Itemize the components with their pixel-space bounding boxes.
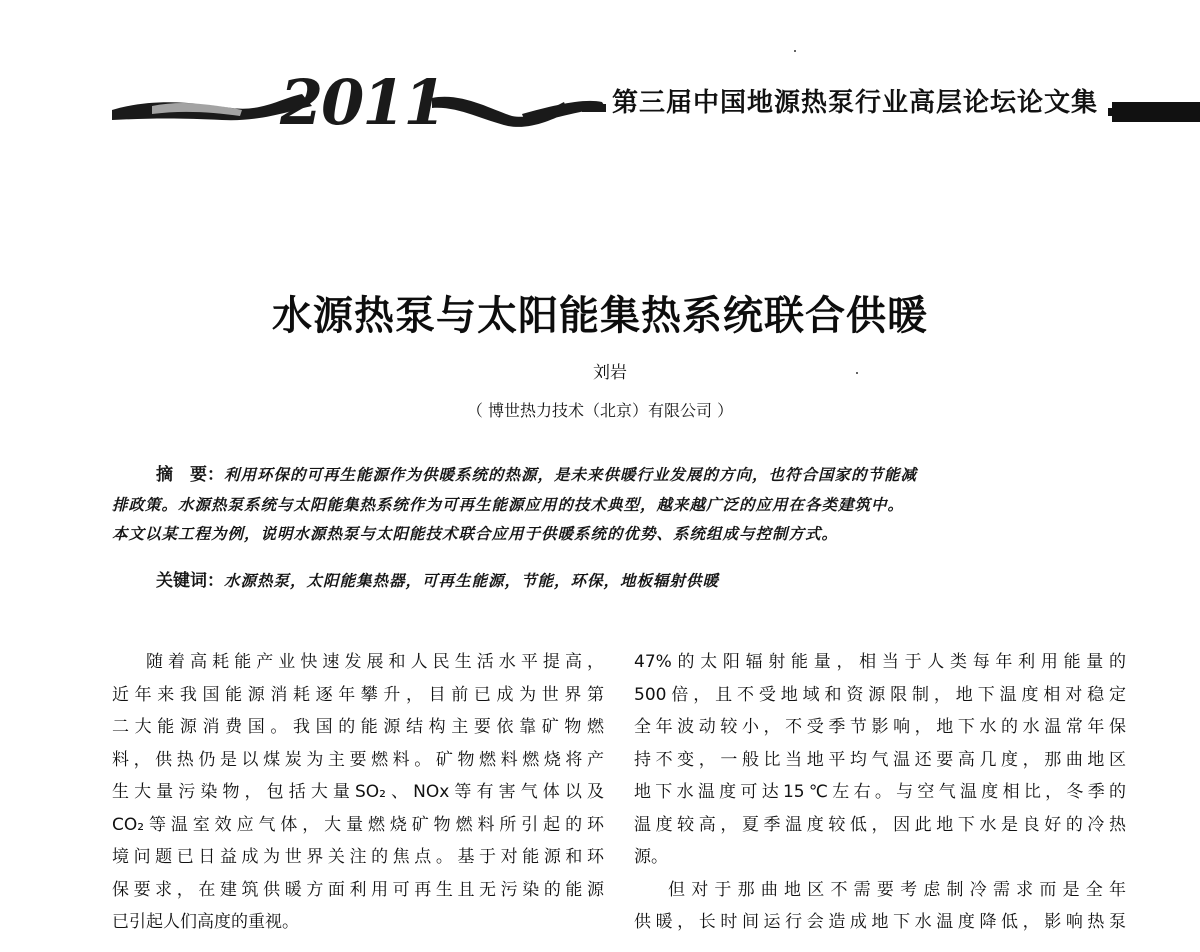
abstract-line: 排政策。水源热泵系统与太阳能集热系统作为可再生能源应用的技术典型，越来越广泛的应用在各类建筑中。 (112, 495, 905, 514)
header-series-title: 第三届中国地源热泵行业高层论坛论文集 (606, 86, 1104, 120)
body-line: 但对于那曲地区不需要考虑制冷需求而是全年 (668, 879, 1126, 900)
body-line: CO₂等温室效应气体，大量燃烧矿物燃料所引起的环 (112, 814, 604, 835)
keywords-label: 关键词： (156, 571, 224, 591)
body-line: 境问题已日益成为世界关注的焦点。基于对能源和环 (112, 847, 604, 867)
scan-speck (794, 50, 796, 52)
body-line: 随着高耗能产业快速发展和人民生活水平提高， (146, 652, 604, 672)
body-line: 源。 (634, 847, 668, 867)
paper-title: 水源热泵与太阳能集热系统联合供暖 (272, 292, 928, 339)
body-line: 47%的太阳辐射能量，相当于人类每年利用能量的 (634, 652, 1126, 672)
abstract-line: 本文以某工程为例，说明水源热泵与太阳能技术联合应用于供暖系统的优势、系统组成与控制方式。 (112, 524, 839, 543)
body-line: 温度较高，夏季温度较低，因此地下水是良好的冷热 (634, 814, 1126, 835)
body-line: 已引起人们高度的重视。 (112, 912, 299, 932)
body-left-column (112, 646, 604, 939)
author-affiliation: （ 博世热力技术（北京）有限公司 ） (466, 401, 734, 420)
body-right-column (634, 646, 1126, 939)
body-line: 生大量污染物，包括大量SO₂、NOx等有害气体以及 (112, 782, 604, 802)
abstract (112, 460, 1112, 548)
abstract-text: 利用环保的可再生能源作为供暖系统的热源，是未来供暖行业发展的方向，也符合国家的节能减 (224, 465, 918, 484)
body-line: 地下水温度可达15℃左右。与空气温度相比，冬季的 (634, 782, 1126, 802)
header-year: 2011 (280, 66, 445, 139)
body-line: 500倍，且不受地域和资源限制，地下温度相对稳定 (634, 684, 1126, 705)
body-line: 全年波动较小，不受季节影响，地下水的水温常年保 (634, 717, 1126, 737)
body-line: 持不变，一般比当地平均气温还要高几度，那曲地区 (634, 749, 1126, 770)
body-line: 料，供热仍是以煤炭为主要燃料。矿物燃料燃烧将产 (112, 749, 604, 770)
abstract-label: 摘 要： (156, 465, 224, 485)
keywords-text: 水源热泵，太阳能集热器，可再生能源，节能，环保，地板辐射供暖 (224, 571, 720, 590)
body-line: 供暖，长时间运行会造成地下水温度降低，影响热泵 (634, 912, 1126, 932)
abstract-line (112, 460, 1112, 490)
body-line: 近年来我国能源消耗逐年攀升，目前已成为世界第 (112, 684, 604, 705)
body-line: 二大能源消费国。我国的能源结构主要依靠矿物燃 (112, 717, 604, 737)
body-line: 保要求，在建筑供暖方面利用可再生且无污染的能源 (112, 879, 604, 900)
author-name: 刘岩 (593, 363, 627, 383)
header-banner (112, 58, 1200, 148)
keywords (156, 566, 1106, 596)
